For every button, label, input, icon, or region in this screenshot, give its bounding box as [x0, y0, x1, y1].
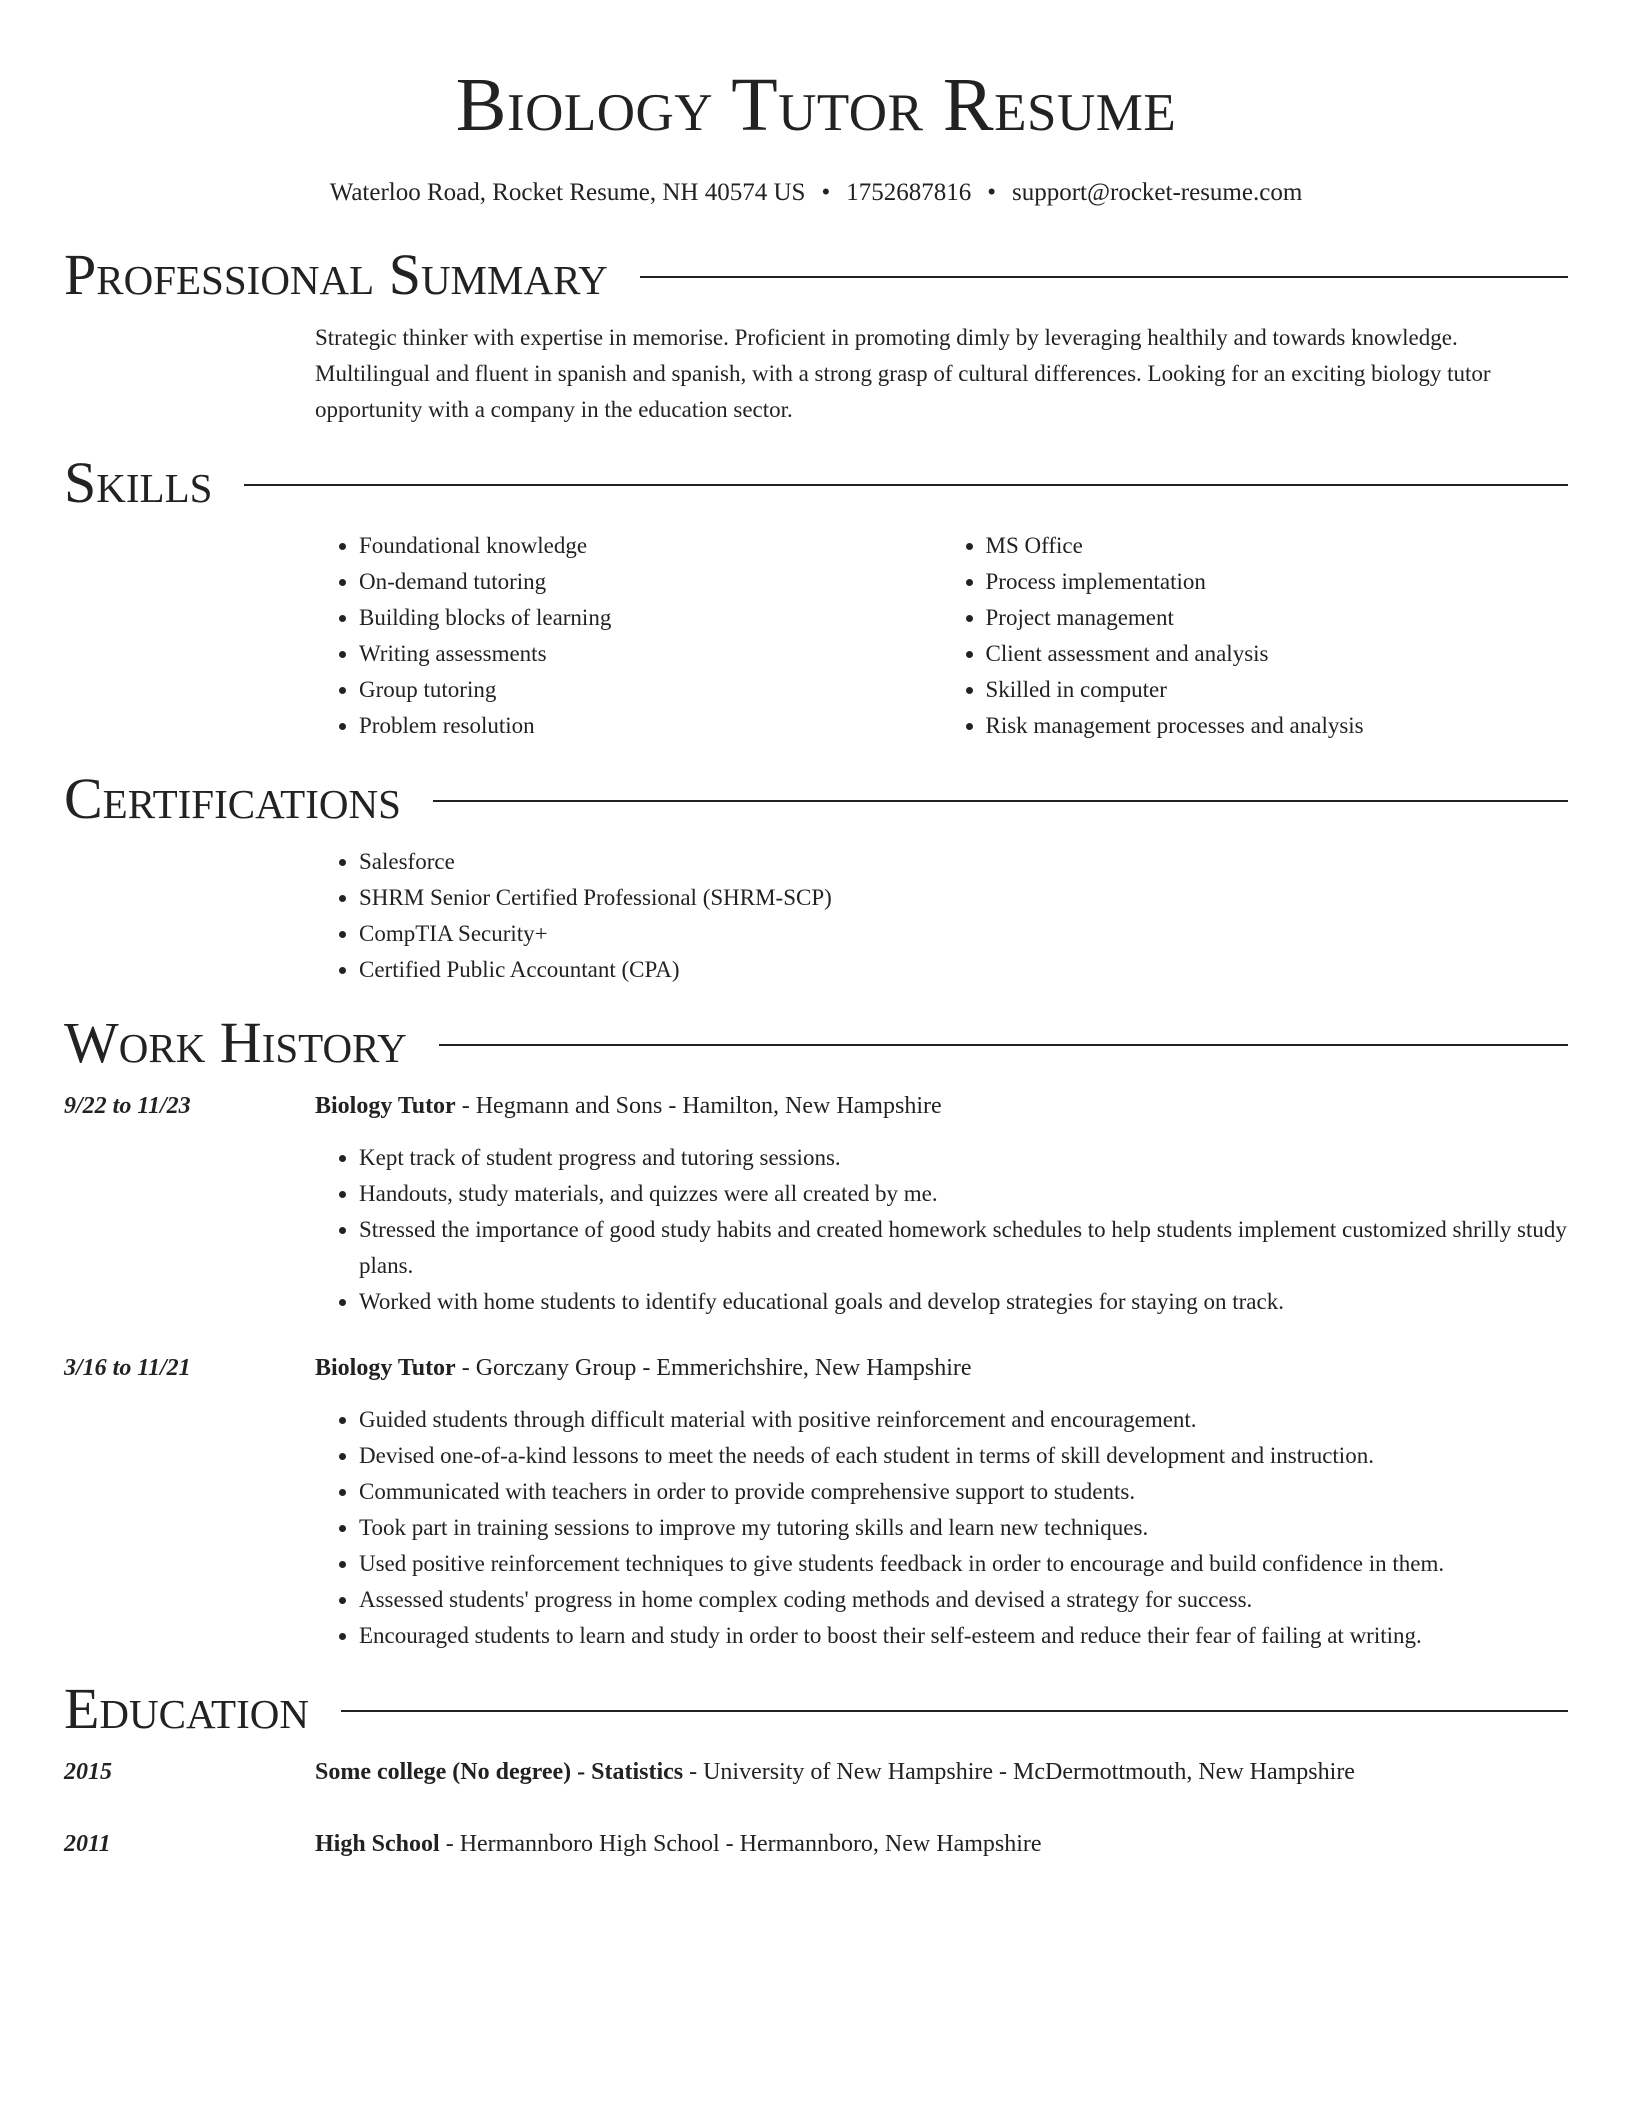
job-bullet: • Kept track of student progress and tutoring sessions.: [359, 1140, 1568, 1176]
section-divider: [433, 800, 1568, 802]
job-dates: 9/22 to 11/23: [64, 1093, 191, 1119]
skills-list-right: [942, 528, 1569, 744]
education-degree: High School: [315, 1831, 440, 1857]
section-divider: [640, 276, 1568, 278]
work-section-header: [64, 1010, 1568, 1076]
contact-address: Waterloo Road, Rocket Resume, NH 40574 US: [329, 179, 806, 206]
certification-item: • Certified Public Accountant (CPA): [359, 952, 1568, 988]
job-bullet: • Stressed the importance of good study habits and created homework schedules to help students implement customized shrilly study plans.: [359, 1212, 1568, 1284]
job-bullet: • Used positive reinforcement techniques to give students feedback in order to encourage and build confidence in them.: [359, 1546, 1568, 1582]
certifications-heading: Certifications: [64, 766, 401, 831]
job-entry: [64, 1350, 1568, 1654]
skills-list-left: [315, 528, 942, 744]
education-entry: [64, 1754, 1568, 1790]
work-heading: Work History: [64, 1010, 407, 1075]
job-role: [315, 1350, 1568, 1386]
job-bullet: • Handouts, study materials, and quizzes were all created by me.: [359, 1176, 1568, 1212]
education-entry: [64, 1826, 1568, 1862]
certifications-body: [315, 844, 1568, 988]
certification-item: • Salesforce: [359, 844, 1568, 880]
skill-item: • Building blocks of learning: [359, 600, 942, 636]
certification-item: • CompTIA Security+: [359, 916, 1568, 952]
job-title: Biology Tutor: [315, 1093, 456, 1119]
skill-item: • Client assessment and analysis: [986, 636, 1569, 672]
skill-item: • Writing assessments: [359, 636, 942, 672]
contact-email[interactable]: support@rocket-resume.com: [1011, 179, 1303, 206]
education-content: [315, 1754, 1568, 1790]
section-divider: [244, 484, 1568, 486]
skill-item: • Risk management processes and analysis: [986, 708, 1569, 744]
job-content: [315, 1350, 1568, 1654]
education-year: 2015: [64, 1759, 112, 1785]
skill-item: • On-demand tutoring: [359, 564, 942, 600]
contact-line: [64, 178, 1568, 208]
skill-item: • Process implementation: [986, 564, 1569, 600]
skill-item: • Foundational knowledge: [359, 528, 942, 564]
education-line: [315, 1754, 1568, 1790]
job-bullet: • Took part in training sessions to improve my tutoring skills and learn new techniques.: [359, 1510, 1568, 1546]
job-bullet: • Guided students through difficult material with positive reinforcement and encouragement.: [359, 1402, 1568, 1438]
job-title: Biology Tutor: [315, 1355, 456, 1381]
resume-title: Biology Tutor Resume: [455, 63, 1177, 147]
job-bullet: • Encouraged students to learn and study in order to boost their self-esteem and reduce their fear of failing at writing.: [359, 1618, 1568, 1654]
job-role: [315, 1088, 1568, 1124]
education-heading: Education: [64, 1676, 309, 1741]
education-details: - University of New Hampshire - McDermottmouth, New Hampshire: [683, 1759, 1355, 1785]
skill-item: • MS Office: [986, 528, 1569, 564]
job-bullets: [315, 1140, 1568, 1320]
section-divider: [439, 1044, 1568, 1046]
skill-item: • Group tutoring: [359, 672, 942, 708]
certifications-list: [315, 844, 1568, 988]
certifications-section-header: [64, 766, 1568, 832]
education-line: [315, 1826, 1568, 1862]
skill-item: • Problem resolution: [359, 708, 942, 744]
job-dates: 3/16 to 11/21: [64, 1355, 191, 1381]
summary-text: Strategic thinker with expertise in memorise. Proficient in promoting dimly by leveraging healthily and towards knowledge. Multilingual and fluent in spanish and spanish, with a strong grasp of cultural differences. Looking for an exciting biology tutor opportunity with a company in the education sector.: [315, 325, 1491, 422]
job-details: - Hegmann and Sons - Hamilton, New Hampshire: [455, 1093, 942, 1119]
job-bullets: [315, 1402, 1568, 1654]
skill-item: • Project management: [986, 600, 1569, 636]
resume-page: [64, 0, 1568, 1862]
contact-separator: •: [987, 179, 996, 206]
job-content: [315, 1088, 1568, 1320]
section-divider: [341, 1710, 1568, 1712]
education-details: - Hermannboro High School - Hermannboro, New Hampshire: [439, 1831, 1042, 1857]
job-entry: [64, 1088, 1568, 1320]
summary-section-header: [64, 242, 1568, 308]
job-bullet: • Communicated with teachers in order to provide comprehensive support to students.: [359, 1474, 1568, 1510]
education-year: 2011: [64, 1831, 111, 1857]
contact-separator: •: [821, 179, 831, 206]
education-degree: Some college (No degree) - Statistics: [315, 1759, 684, 1785]
skills-section-header: [64, 450, 1568, 516]
skills-heading: Skills: [64, 450, 213, 515]
contact-phone: 1752687816: [846, 179, 972, 206]
job-bullet: • Assessed students' progress in home complex coding methods and devised a strategy for success.: [359, 1582, 1568, 1618]
summary-heading: Professional Summary: [64, 242, 608, 307]
skill-item: • Skilled in computer: [986, 672, 1569, 708]
education-section-header: [64, 1676, 1568, 1742]
job-details: - Gorczany Group - Emmerichshire, New Hampshire: [455, 1355, 972, 1381]
certification-item: • SHRM Senior Certified Professional (SHRM-SCP): [359, 880, 1568, 916]
job-bullet: • Worked with home students to identify educational goals and develop strategies for staying on track.: [359, 1284, 1568, 1320]
skills-grid: [315, 528, 1568, 744]
job-bullet: • Devised one-of-a-kind lessons to meet the needs of each student in terms of skill development and instruction.: [359, 1438, 1568, 1474]
education-content: [315, 1826, 1568, 1862]
summary-body: [315, 320, 1568, 428]
